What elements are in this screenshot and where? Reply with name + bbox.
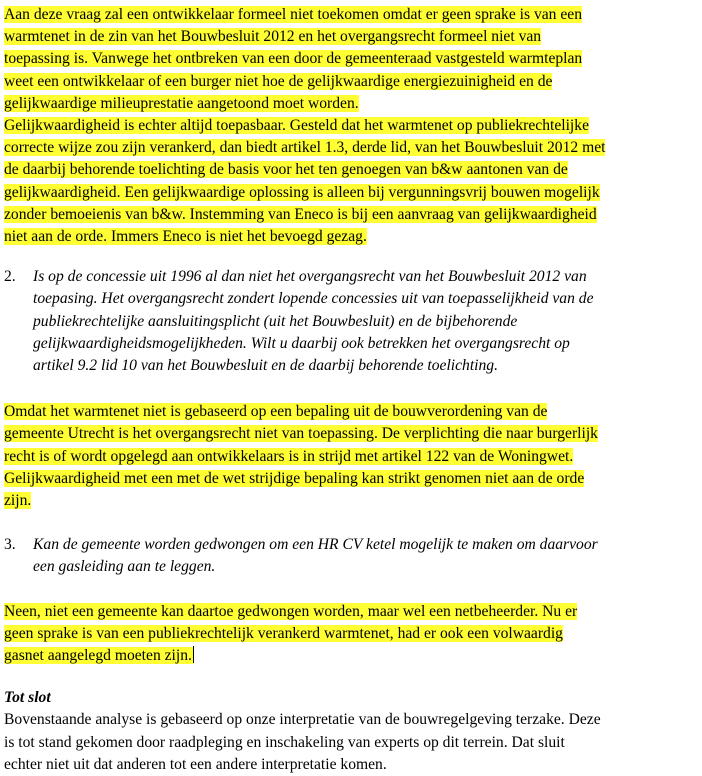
question-line: Is op de concessie uit 1996 al dan niet het overgangsrecht van het Bouwbesluit 2012 van [33, 268, 587, 286]
text-line: Neen, niet een gemeente kan daartoe gedwongen worden, maar wel een netbeheerder. Nu er [4, 602, 578, 620]
text-line: de daarbij behorende toelichting de basis voor het ten genoegen van b&w aantonen van de [4, 161, 568, 179]
text-line: echter niet uit dat anderen tot een andere interpretatie komen. [4, 755, 387, 773]
text-line: Bovenstaande analyse is gebaseerd op onze interpretatie van de bouwregelgeving terzake. Deze [4, 711, 601, 729]
text-line: Gelijkwaardigheid met een met de wet strijdige bepaling kan strikt genomen niet aan de orde [4, 469, 585, 487]
answer-paragraph-2 [4, 401, 700, 512]
question-line: gelijkwaardigheidsmogelijkheden. Wilt u daarbij ook betrekken het overgangsrecht op [33, 334, 570, 352]
text-line: Omdat het warmtenet niet is gebaseerd op een bepaling uit de bouwverordening van de [4, 403, 548, 421]
question-line: Kan de gemeente worden gedwongen om een HR CV ketel mogelijk te maken om daarvoor [33, 536, 598, 554]
question-line: artikel 9.2 lid 10 van het Bouwbesluit en de daarbij behorende toelichting. [33, 357, 498, 375]
text-line: niet aan de orde. Immers Eneco is niet het bevoegd gezag. [4, 228, 367, 246]
text-cursor [193, 646, 194, 663]
closing-section [4, 687, 700, 776]
question-number: 2. [4, 268, 16, 286]
document-body [4, 0, 700, 776]
text-line: is tot stand gekomen door raadpleging en inschakeling van experts op dit terrein. Dat sluit [4, 733, 565, 751]
text-line: gasnet aangelegd moeten zijn. [4, 647, 192, 665]
answer-paragraph-1 [4, 4, 700, 248]
question-line: publiekrechtelijke aansluitingsplicht (uit het Bouwbesluit) en de bijbehorende [33, 312, 518, 330]
text-line: Aan deze vraag zal een ontwikkelaar formeel niet toekomen omdat er geen sprake is van een [4, 6, 583, 23]
text-line: gemeente Utrecht is het overgangsrecht niet van toepassing. De verplichting die naar burgerlijk [4, 425, 598, 443]
text-line: warmtenet in de zin van het Bouwbesluit 2012 en het overgangsrecht formeel niet van [4, 28, 542, 46]
text-line: toepassing is. Vanwege het ontbreken van een door de gemeenteraad vastgesteld warmteplan [4, 50, 583, 68]
text-line: zonder bemoeienis van b&w. Instemming van Eneco is bij een aanvraag van gelijkwaardigheid [4, 205, 597, 223]
text-line: gelijkwaardige milieuprestatie aangetoond moet worden. [4, 94, 359, 112]
section-title: Tot slot [4, 689, 51, 707]
question-number: 3. [4, 536, 16, 554]
text-line: gelijkwaardigheid. Een gelijkwaardige oplossing is alleen bij vergunningsvrij bouwen mogelijk [4, 183, 600, 201]
answer-paragraph-3 [4, 601, 700, 668]
text-line: geen sprake is van een publiekrechtelijk verankerd warmtenet, had er ook een volwaardig [4, 624, 563, 642]
text-line: weet een ontwikkelaar of een burger niet hoe de gelijkwaardige energiezuinigheid en de [4, 72, 553, 90]
question-line: toepasing. Het overgangsrecht zondert lopende concessies uit van toepasselijkheid van de [33, 290, 594, 308]
question-3 [4, 534, 700, 578]
text-line: Gelijkwaardigheid is echter altijd toepasbaar. Gesteld dat het warmtenet op publiekrechtelijke [4, 117, 589, 135]
text-line: zijn. [4, 492, 32, 510]
text-line: recht is of wordt opgelegd aan ontwikkelaars is in strijd met artikel 122 van de Woningwet. [4, 447, 574, 465]
question-2 [4, 266, 700, 377]
question-line: een gasleiding aan te leggen. [33, 558, 216, 576]
text-line: correcte wijze zou zijn verankerd, dan biedt artikel 1.3, derde lid, van het Bouwbesluit 2012 met [4, 139, 606, 157]
